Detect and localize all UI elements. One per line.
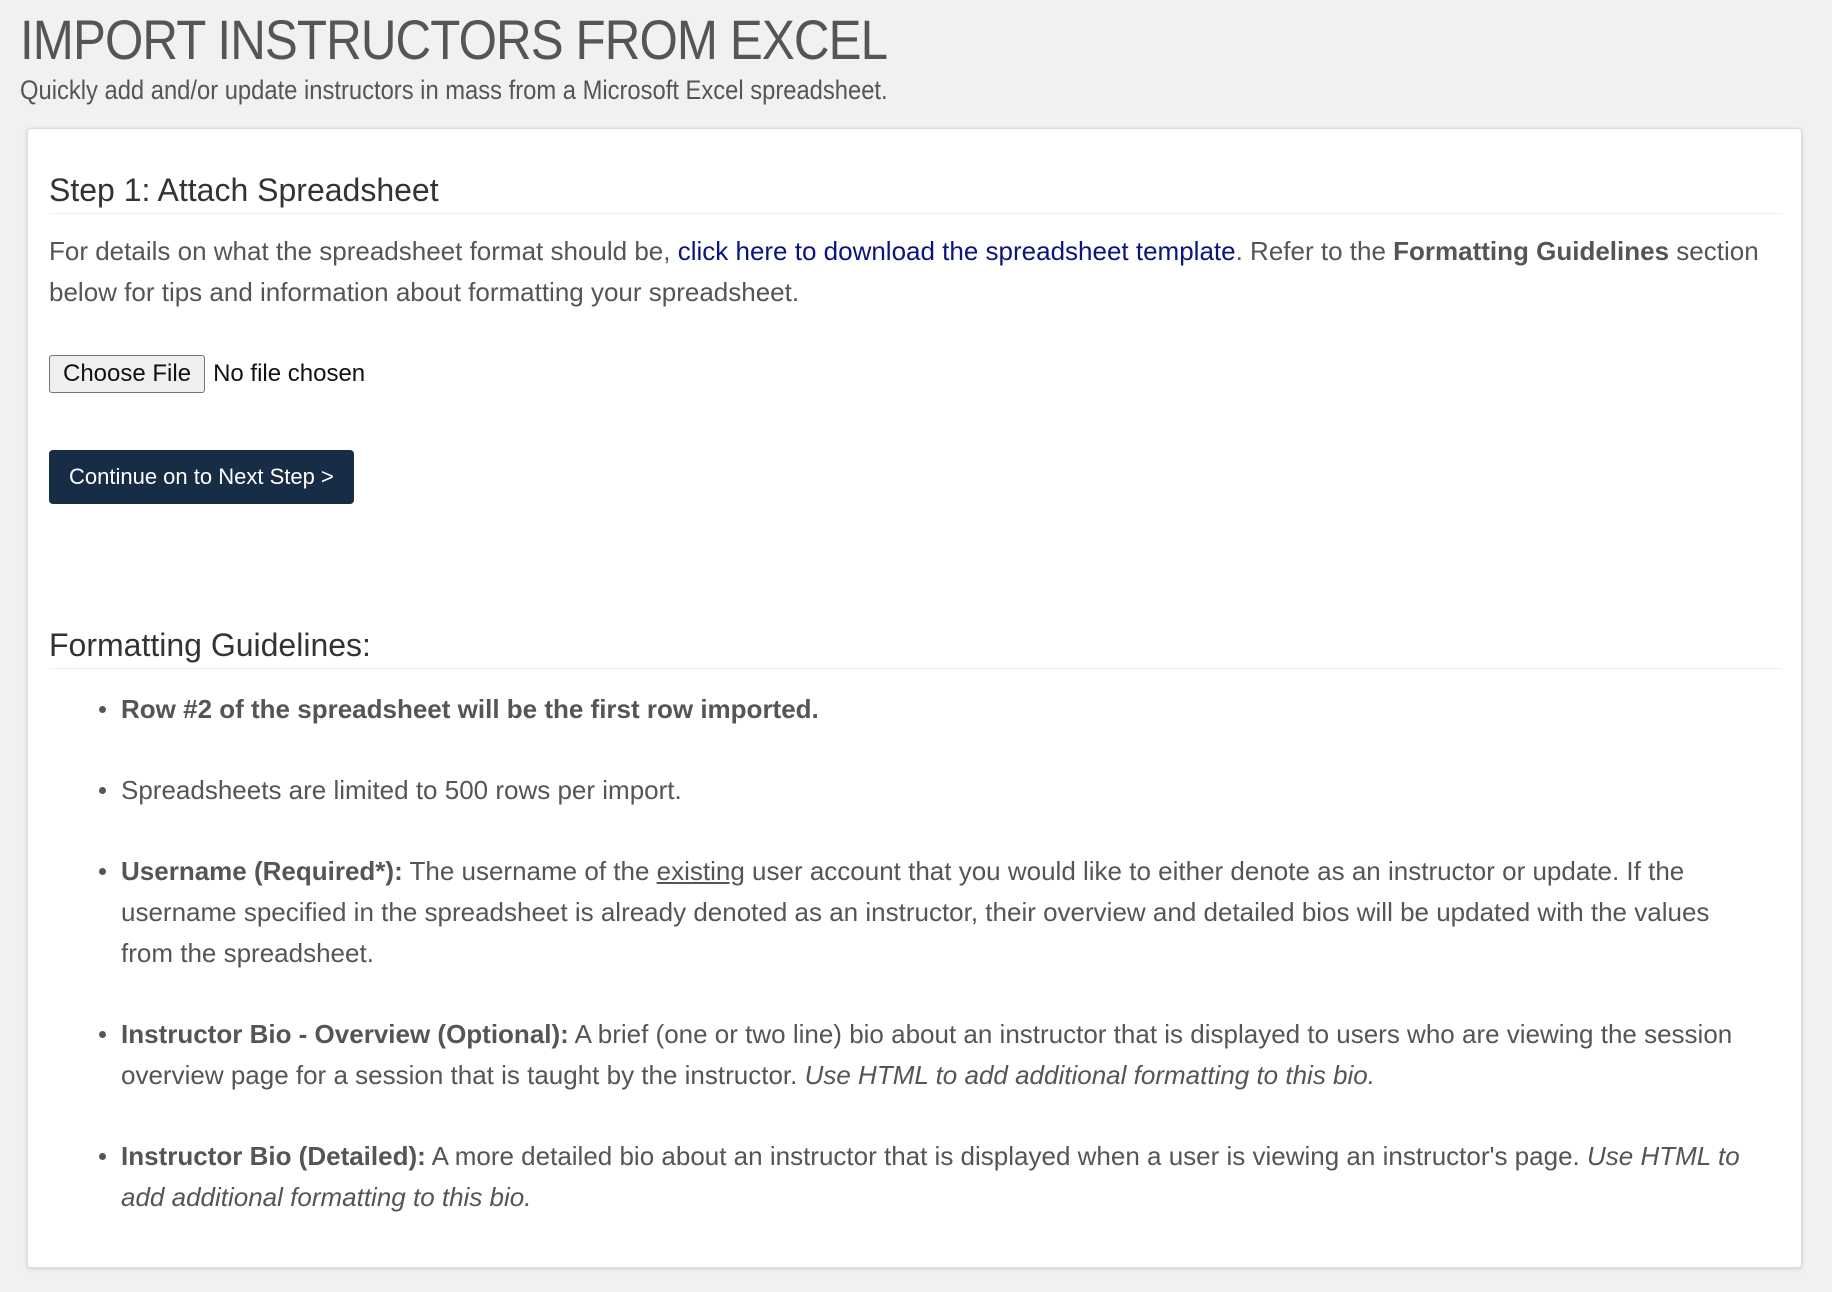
- guideline-username-post: user account that you would like to either denote as an instructor or update. If the username specified in the spreadsheet is already denoted as an instructor, their overview and detailed bios will be updated with the values from the spreadsheet.: [121, 856, 1710, 968]
- intro-middle: . Refer to the: [1235, 236, 1394, 266]
- guideline-bio-detailed-label: Instructor Bio (Detailed):: [121, 1141, 426, 1171]
- intro-guidelines-ref: Formatting Guidelines: [1393, 236, 1670, 266]
- file-input[interactable]: [49, 355, 365, 393]
- page-subtitle: Quickly add and/or update instructors in mass from a Microsoft Excel spreadsheet.: [20, 75, 888, 105]
- download-template-link[interactable]: click here to download the spreadsheet template: [677, 236, 1236, 266]
- guideline-item-bio-overview: [121, 1014, 1788, 1096]
- guideline-bio-overview-text: A brief (one or two line) bio about an instructor that is displayed to users who are viewing the session overview page for a session that is taught by the instructor.: [121, 1019, 1733, 1090]
- guidelines-heading: Formatting Guidelines:: [49, 626, 1782, 669]
- guideline-bio-detailed-note: Use HTML to add additional formatting to this bio.: [121, 1141, 1740, 1212]
- guideline-bio-detailed-text: A more detailed bio about an instructor that is displayed when a user is viewing an instructor's page.: [425, 1141, 1587, 1171]
- guideline-item-row-limit: [121, 770, 1788, 811]
- guideline-item-first-row: [121, 689, 1788, 730]
- guideline-bio-overview-label: Instructor Bio - Overview (Optional):: [121, 1019, 569, 1049]
- guideline-username-existing: existing: [656, 856, 745, 886]
- continue-next-step-button[interactable]: Continue on to Next Step >: [49, 450, 354, 504]
- guideline-bio-overview-note: Use HTML to add additional formatting to this bio.: [804, 1060, 1375, 1090]
- file-status: No file chosen: [213, 360, 366, 387]
- intro-suffix: section below for tips and information about formatting your spreadsheet.: [49, 236, 1759, 307]
- guidelines-list: [28, 689, 1788, 1258]
- step1-intro: [49, 231, 1769, 313]
- guideline-row-limit-text: Spreadsheets are limited to 500 rows per import.: [121, 775, 682, 805]
- intro-prefix: For details on what the spreadsheet format should be,: [49, 236, 678, 266]
- import-card: [27, 128, 1802, 1268]
- page-header: [20, 8, 1006, 106]
- guideline-first-row-text: Row #2 of the spreadsheet will be the first row imported.: [121, 694, 819, 724]
- guideline-item-username: [121, 851, 1788, 974]
- guideline-item-bio-detailed: [121, 1136, 1788, 1218]
- page-title: IMPORT INSTRUCTORS FROM EXCEL: [20, 8, 888, 71]
- guideline-username-label: Username (Required*):: [121, 856, 403, 886]
- step1-heading: Step 1: Attach Spreadsheet: [49, 171, 1782, 214]
- guideline-username-pre: The username of the: [402, 856, 657, 886]
- choose-file-button[interactable]: Choose File: [49, 355, 205, 393]
